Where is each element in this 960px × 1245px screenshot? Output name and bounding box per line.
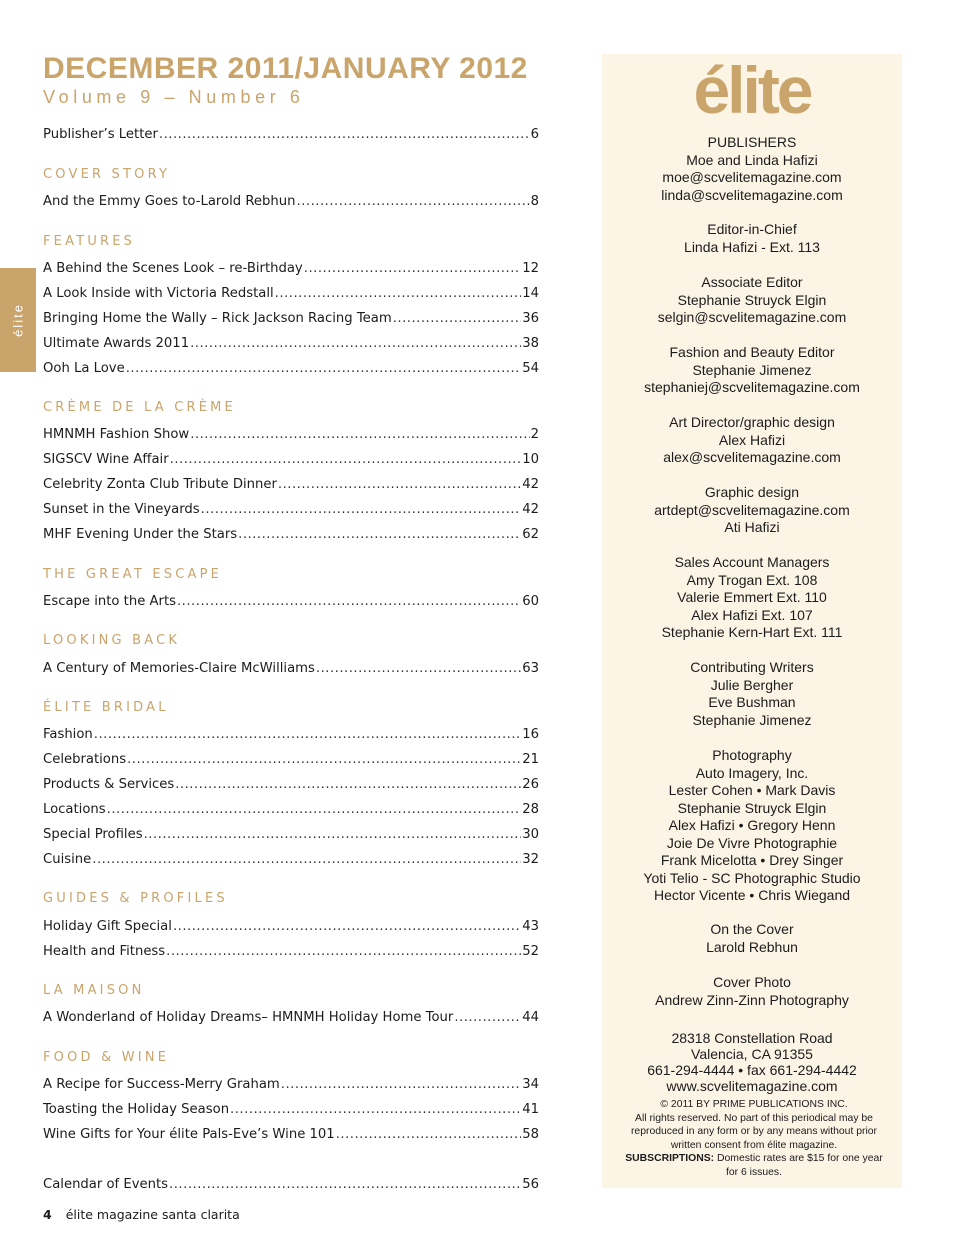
- toc-entry-title: A Wonderland of Holiday Dreams– HMNMH Holiday Home Tour: [43, 1010, 454, 1025]
- toc-entry-page: 26: [522, 777, 539, 792]
- section-heading: GUIDES & PROFILES: [43, 891, 228, 906]
- legal-notice: [620, 1098, 888, 1179]
- toc-entry-page: 58: [522, 1127, 539, 1142]
- toc-entry: [43, 281, 539, 301]
- toc-entry-title: A Century of Memories-Claire McWilliams: [43, 661, 315, 676]
- dot-leader: [190, 427, 529, 442]
- section-heading: CRÈME DE LA CRÈME: [43, 400, 236, 415]
- toc-entry-page: 10: [522, 452, 539, 467]
- toc-entry: [43, 747, 539, 767]
- dot-leader: [170, 452, 522, 467]
- toc-entry-title: Toasting the Holiday Season: [43, 1102, 230, 1117]
- toc-entry-title: MHF Evening Under the Stars: [43, 527, 238, 542]
- masthead-line: Alex Hafizi: [718, 431, 786, 448]
- dot-leader: [336, 1127, 522, 1142]
- toc-entry-page: 52: [522, 944, 539, 959]
- toc-entry: [43, 472, 539, 492]
- toc-entry-page: 42: [522, 502, 539, 517]
- masthead-line: Linda Hafizi - Ext. 113: [684, 238, 820, 255]
- section-heading: COVER STORY: [43, 167, 171, 182]
- masthead-line: Valerie Emmert Ext. 110: [677, 589, 827, 605]
- side-tab: [0, 268, 36, 372]
- dot-leader: [107, 802, 522, 817]
- masthead-line: Editor-in-Chief: [707, 221, 797, 237]
- toc-entry-page: 21: [522, 752, 539, 767]
- masthead-line: Amy Trogan Ext. 108: [686, 571, 818, 588]
- masthead-line: Stephanie Jimenez: [692, 711, 812, 728]
- masthead-line: Auto Imagery, Inc.: [695, 764, 809, 781]
- toc-entry-title: Bringing Home the Wally – Rick Jackson Racing Team: [43, 311, 392, 326]
- toc-entry: [43, 306, 539, 326]
- dot-leader: [166, 944, 521, 959]
- side-tab-label: élite: [10, 303, 26, 337]
- toc-entry-page: 41: [522, 1102, 539, 1117]
- masthead-block: [602, 747, 902, 905]
- toc-entry-page: 38: [522, 336, 539, 351]
- toc-entry-page: 62: [522, 527, 539, 542]
- toc-entry-page: 32: [522, 852, 539, 867]
- toc-entry-page: 30: [522, 827, 539, 842]
- toc-entry-title: Products & Services: [43, 777, 175, 792]
- toc-entry-page: 43: [522, 919, 539, 934]
- masthead-line: linda@scvelitemagazine.com: [661, 186, 843, 203]
- toc-entry-title: Ooh La Love: [43, 361, 125, 376]
- toc-entry-title: Ultimate Awards 2011: [43, 336, 190, 351]
- masthead-line: Fashion and Beauty Editor: [669, 344, 835, 360]
- dot-leader: [169, 1177, 521, 1192]
- section-heading: FOOD & WINE: [43, 1050, 170, 1065]
- dot-leader: [94, 727, 521, 742]
- toc-entry-title: Celebrations: [43, 752, 127, 767]
- toc-entry-page: 42: [522, 477, 539, 492]
- rights-text: All rights reserved. No part of this periodical may be reproduced in any form or by any means without prior written consent from élite magazine.: [630, 1112, 878, 1151]
- dot-leader: [230, 1102, 521, 1117]
- toc-entry-title: And the Emmy Goes to-Larold Rebhun: [43, 194, 296, 209]
- masthead-line: moe@scvelitemagazine.com: [662, 169, 842, 185]
- toc-entry: [43, 447, 539, 467]
- masthead-line: Larold Rebhun: [706, 938, 798, 955]
- masthead-block: [602, 921, 902, 956]
- section-heading: LOOKING BACK: [43, 633, 181, 648]
- subscriptions-rate: Domestic rates are $15 for one year for 6 issues.: [717, 1153, 883, 1178]
- copyright-line: © 2011 BY PRIME PUBLICATIONS INC.: [660, 1099, 848, 1110]
- masthead-line: Yoti Telio - SC Photographic Studio: [643, 869, 861, 886]
- dot-leader: [316, 661, 521, 676]
- dot-leader: [201, 502, 522, 517]
- toc-entry-page: 14: [522, 286, 539, 301]
- section-heading: LA MAISON: [43, 983, 145, 998]
- dot-leader: [297, 194, 530, 209]
- masthead-line: Andrew Zinn-Zinn Photography: [655, 991, 849, 1008]
- masthead-line: Stephanie Struyck Elgin: [677, 799, 827, 816]
- volume-number: Volume 9 – Number 6: [43, 87, 305, 107]
- masthead-line: Photography: [712, 747, 792, 763]
- address-line: 28318 Constellation Road: [671, 1030, 833, 1046]
- masthead-line: Contributing Writers: [690, 659, 814, 675]
- toc-entry-title: Special Profiles: [43, 827, 143, 842]
- dot-leader: [238, 527, 521, 542]
- address-line: 661-294-4444 • fax 661-294-4442: [647, 1062, 857, 1078]
- toc-entry-page: 60: [522, 594, 539, 609]
- dot-leader: [126, 361, 521, 376]
- dot-leader: [144, 827, 522, 842]
- toc-entry-title: A Look Inside with Victoria Redstall: [43, 286, 274, 301]
- toc-entry: [43, 939, 539, 959]
- masthead-line: Stephanie Kern-Hart Ext. 111: [661, 624, 843, 640]
- page-number: 4: [43, 1207, 52, 1222]
- dot-leader: [275, 286, 522, 301]
- toc-entry: [43, 256, 539, 276]
- address-line: Valencia, CA 91355: [691, 1046, 813, 1062]
- toc-entry-title: Escape into the Arts: [43, 594, 176, 609]
- dot-leader: [393, 311, 522, 326]
- toc-entry-title: HMNMH Fashion Show: [43, 427, 190, 442]
- dot-leader: [278, 477, 521, 492]
- toc-entry: [43, 189, 539, 209]
- toc-entry-page: 56: [522, 1177, 539, 1192]
- issue-title: DECEMBER 2011/JANUARY 2012: [43, 52, 528, 85]
- toc-entry-title: Locations: [43, 802, 106, 817]
- masthead-line: alex@scvelitemagazine.com: [663, 449, 841, 465]
- section-heading: ÉLITE BRIDAL: [43, 700, 169, 715]
- toc-entry: [43, 331, 539, 351]
- toc-entry-page: 2: [530, 427, 539, 442]
- toc-entry-page: 16: [522, 727, 539, 742]
- masthead-line: Associate Editor: [701, 274, 803, 290]
- masthead-line: selgin@scvelitemagazine.com: [657, 309, 847, 325]
- masthead-block: [602, 221, 902, 256]
- toc-entry: [43, 722, 539, 742]
- publication-name: élite magazine santa clarita: [65, 1207, 240, 1222]
- toc-entry: [43, 1097, 539, 1117]
- masthead-block: [602, 344, 902, 397]
- subscriptions-text: [620, 1152, 888, 1179]
- dot-leader: [304, 261, 521, 276]
- toc-entry-page: 63: [522, 661, 539, 676]
- toc-entry-page: 36: [522, 311, 539, 326]
- toc-entry-page: 44: [522, 1010, 539, 1025]
- masthead-line: Lester Cohen • Mark Davis: [668, 782, 836, 798]
- masthead-line: Eve Bushman: [708, 694, 796, 710]
- toc-entry: [43, 522, 539, 542]
- page-footer: [43, 1207, 240, 1222]
- toc-entry-title: A Recipe for Success-Merry Graham: [43, 1077, 280, 1092]
- dot-leader: [177, 594, 521, 609]
- toc-entry: [43, 914, 539, 934]
- masthead-line: stephaniej@scvelitemagazine.com: [644, 379, 860, 395]
- toc-entry-title: Fashion: [43, 727, 93, 742]
- toc-entry: [43, 1172, 539, 1192]
- section-heading: THE GREAT ESCAPE: [43, 567, 223, 582]
- masthead-line: Moe and Linda Hafizi: [686, 151, 818, 168]
- masthead-block: [602, 974, 902, 1009]
- address-block: [602, 1030, 902, 1094]
- toc-entry: [43, 822, 539, 842]
- masthead-line: Alex Hafizi Ext. 107: [691, 606, 813, 623]
- toc-entry: [43, 356, 539, 376]
- toc-entry-title: Sunset in the Vineyards: [43, 502, 200, 517]
- toc-entry: [43, 422, 539, 442]
- dot-leader: [454, 1010, 521, 1025]
- toc-entry-page: 28: [522, 802, 539, 817]
- masthead-block: [602, 274, 902, 327]
- toc-entry: [43, 1005, 539, 1025]
- toc-entry-title: Health and Fitness: [43, 944, 166, 959]
- toc-entry-title: Celebrity Zonta Club Tribute Dinner: [43, 477, 277, 492]
- dot-leader: [127, 752, 521, 767]
- subscriptions-label: SUBSCRIPTIONS:: [625, 1153, 715, 1164]
- toc-entry-page: 34: [522, 1077, 539, 1092]
- toc-entry-title: Publisher’s Letter: [43, 127, 158, 142]
- dot-leader: [173, 919, 521, 934]
- toc-entry-title: Cuisine: [43, 852, 92, 867]
- toc-entry: [43, 847, 539, 867]
- toc-entry-page: 6: [530, 127, 539, 142]
- masthead-block: [602, 414, 902, 467]
- dot-leader: [175, 777, 521, 792]
- masthead-block: [602, 659, 902, 729]
- toc-entry-title: Holiday Gift Special: [43, 919, 172, 934]
- masthead-line: On the Cover: [710, 921, 794, 937]
- toc-entry-title: SIGSCV Wine Affair: [43, 452, 169, 467]
- address-line: www.scvelitemagazine.com: [666, 1078, 838, 1094]
- toc-entry: [43, 772, 539, 792]
- dot-leader: [159, 127, 530, 142]
- masthead-panel: [602, 54, 902, 1188]
- masthead-block: [602, 134, 902, 204]
- masthead-line: Frank Micelotta • Drey Singer: [660, 852, 844, 868]
- masthead-line: Cover Photo: [713, 974, 791, 990]
- masthead-line: artdept@scvelitemagazine.com: [654, 501, 850, 518]
- masthead-line: Ati Hafizi: [724, 519, 780, 535]
- toc-entry-title: A Behind the Scenes Look – re-Birthday: [43, 261, 303, 276]
- toc-entry: [43, 497, 539, 517]
- toc-entry: [43, 656, 539, 676]
- issue-header: [43, 52, 528, 108]
- dot-leader: [190, 336, 521, 351]
- toc-entry-page: 12: [522, 261, 539, 276]
- masthead-line: Julie Bergher: [710, 676, 794, 693]
- masthead-line: Stephanie Jimenez: [692, 361, 812, 378]
- toc-entry-title: Wine Gifts for Your élite Pals-Eve’s Wine 101: [43, 1127, 335, 1142]
- toc-entry-page: 8: [530, 194, 539, 209]
- toc-entry: [43, 797, 539, 817]
- elite-logo: élite: [693, 53, 811, 127]
- masthead-line: Sales Account Managers: [674, 554, 830, 570]
- masthead-block: [602, 484, 902, 537]
- toc-entry: [43, 1072, 539, 1092]
- masthead-line: Graphic design: [704, 484, 800, 500]
- toc-entry: [43, 589, 539, 609]
- toc-entry: [43, 122, 539, 142]
- masthead-line: Hector Vicente • Chris Wiegand: [653, 887, 851, 903]
- dot-leader: [281, 1077, 521, 1092]
- toc-entry: [43, 1122, 539, 1142]
- masthead-line: Art Director/graphic design: [669, 414, 835, 430]
- toc-entry-title: Calendar of Events: [43, 1177, 169, 1192]
- toc-entry-page: 54: [522, 361, 539, 376]
- masthead-line: PUBLISHERS: [707, 134, 797, 150]
- masthead-line: Alex Hafizi • Gregory Henn: [668, 817, 836, 833]
- masthead-block: [602, 554, 902, 642]
- dot-leader: [92, 852, 521, 867]
- masthead-line: Joie De Vivre Photographie: [666, 834, 838, 851]
- section-heading: FEATURES: [43, 234, 136, 249]
- masthead-line: Stephanie Struyck Elgin: [677, 291, 827, 308]
